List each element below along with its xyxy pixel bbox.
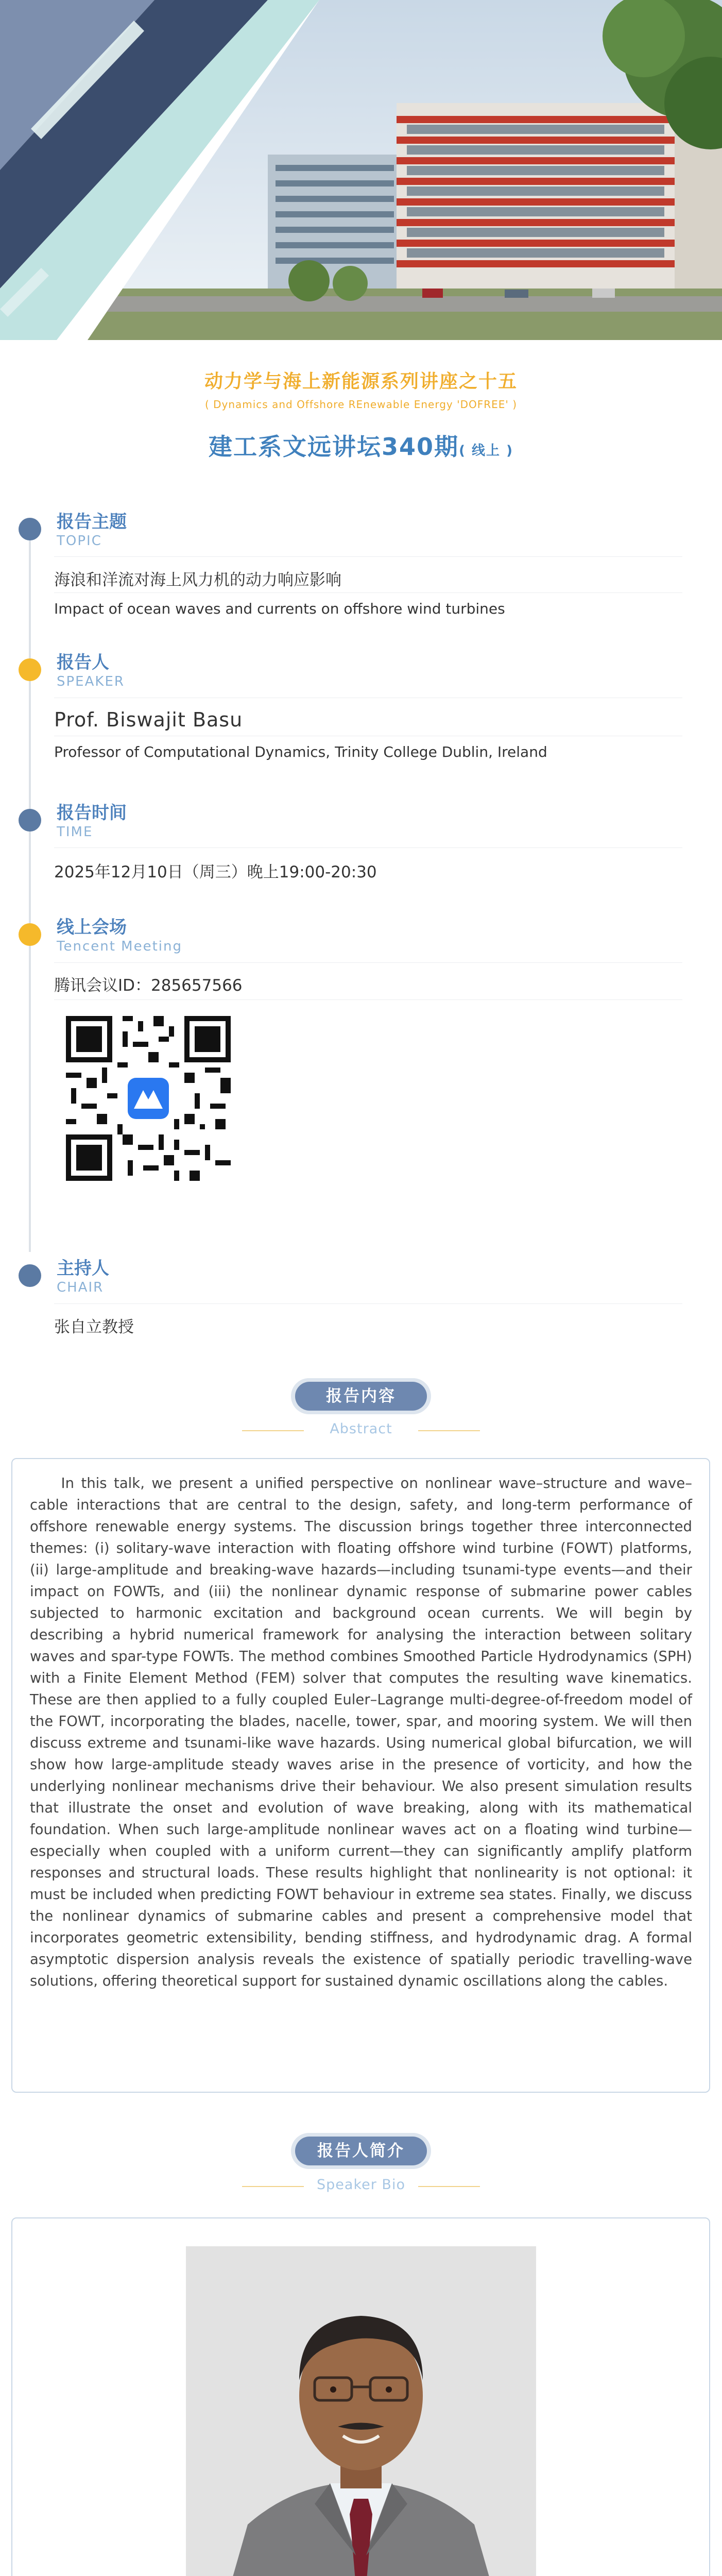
topic-label: 报告主题 bbox=[57, 512, 127, 532]
speaker-name: Prof. Biswajit Basu bbox=[54, 708, 243, 731]
title-block bbox=[0, 367, 722, 462]
time-dot-icon bbox=[19, 809, 41, 832]
divider bbox=[54, 999, 682, 1000]
time-value: 2025年12月10日（周三）晚上19:00-20:30 bbox=[54, 863, 377, 882]
chair-label: 主持人 bbox=[57, 1258, 109, 1279]
qr-code-icon[interactable] bbox=[61, 1011, 236, 1186]
chair-dot-icon bbox=[19, 1264, 41, 1287]
speaker-dot-icon bbox=[19, 658, 41, 681]
abstract-pill bbox=[291, 1378, 431, 1414]
venue-label-en: Tencent Meeting bbox=[57, 939, 182, 954]
series-subtitle: ( Dynamics and Offshore REnewable Energy 'DOFREE' ) bbox=[204, 398, 518, 411]
bio-label-en: Speaker Bio bbox=[317, 2177, 405, 2193]
divider bbox=[54, 556, 682, 557]
bio-label: 报告人简介 bbox=[295, 2137, 427, 2165]
time-label-en: TIME bbox=[57, 824, 93, 840]
timeline-line bbox=[29, 526, 31, 1252]
divider bbox=[54, 592, 682, 593]
topic-label-en: TOPIC bbox=[57, 533, 102, 549]
forum-title bbox=[0, 428, 722, 462]
header-graphic bbox=[0, 0, 722, 340]
topic-title-en: Impact of ocean waves and currents on offshore wind turbines bbox=[54, 600, 505, 617]
topic-dot-icon bbox=[19, 518, 41, 540]
divider bbox=[54, 1303, 682, 1304]
time-label: 报告时间 bbox=[57, 803, 127, 823]
meeting-id[interactable]: 腾讯会议ID：285657566 bbox=[54, 976, 243, 995]
bio-pill bbox=[291, 2133, 431, 2169]
venue-dot-icon bbox=[19, 923, 41, 946]
chair-name: 张自立教授 bbox=[54, 1318, 134, 1336]
topic-title-cn: 海浪和洋流对海上风力机的动力响应影响 bbox=[54, 571, 341, 589]
forum-mode: ( 线上 ) bbox=[459, 443, 513, 459]
speaker-affiliation: Professor of Computational Dynamics, Trinity College Dublin, Ireland bbox=[54, 743, 547, 760]
speaker-label-en: SPEAKER bbox=[57, 674, 125, 689]
venue-label: 线上会场 bbox=[57, 917, 127, 938]
speaker-photo bbox=[186, 2246, 536, 2576]
forum-title-text: 建工系文远讲坛340期 bbox=[209, 433, 459, 461]
chair-label-en: CHAIR bbox=[57, 1280, 104, 1295]
abstract-label-en: Abstract bbox=[330, 1421, 392, 1437]
abstract-label: 报告内容 bbox=[295, 1382, 427, 1411]
abstract-text: In this talk, we present a unified perspective on nonlinear wave–structure and wave–cable interactions that are central to the design, safety, and long-term performance of offshore renewable energy systems. The discussion brings together three interconnected themes: (i) solitary-wave interaction with floating offshore wind turbine (FOWT) platforms, (ii) large-amplitude and breaking-wave hazards—including tsunami-type events—and their impact on FOWTs, and (iii) the nonlinear dynamic response of submarine power cables subjected to harmonic excitation and background ocean currents. We will begin by describing a hybrid numerical framework for analysing the interaction between solitary waves and spar-type FOWTs. The method combines Smoothed Particle Hydrodynamics (SPH) with a Finite Element Method (FEM) solver that computes the resulting wave kinematics. These are then applied to a fully coupled Euler–Lagrange multi-degree-of-freedom model of the FOWT, incorporating the blades, nacelle, tower, spar, and mooring system. We will then discuss extreme and tsunami-like wave hazards. Using numerical global bifurcation, we will show how large-amplitude steady waves arise in the presence of vorticity, and how the underlying nonlinear mechanisms drive their behaviour. We also present simulation results that illustrate the onset and evolution of wave breaking, along with its mathematical foundation. When such large-amplitude nonlinear waves act on a floating wind turbine—especially when coupled with a uniform current—they can significantly amplify platform responses and structural loads. These results highlight that nonlinearity is not optional: it must be included when predicting FOWT behaviour in extreme sea states. Finally, we discuss the nonlinear dynamics of submarine cables and present a comprehensive model that incorporates geometric extensibility, bending stiffness, and hydrodynamic drag. A formal asymptotic dispersion analysis reveals the existence of spatially periodic travelling-wave solutions, offering theoretical support for sustained dynamic oscillations along the cables. bbox=[30, 1475, 692, 1989]
speaker-label: 报告人 bbox=[57, 652, 109, 673]
divider bbox=[54, 962, 682, 963]
series-title: 动力学与海上新能源系列讲座之十五 bbox=[204, 371, 518, 392]
